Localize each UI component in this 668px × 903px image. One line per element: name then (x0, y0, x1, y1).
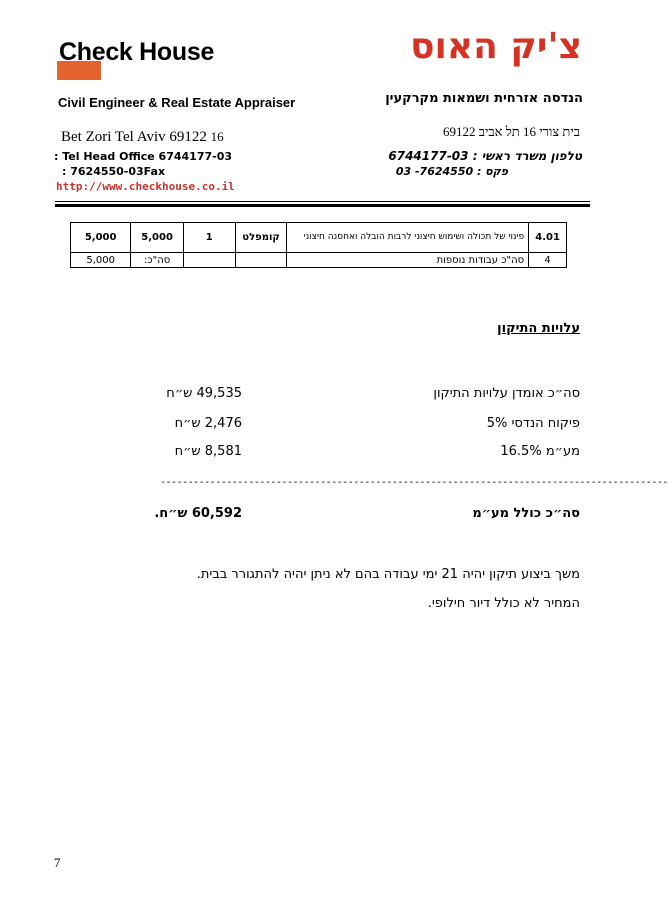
cost-label: מע״מ 16.5% (500, 444, 580, 459)
item-description: פינוי של תכולה ושימוש חיצוני לרבות הובלה ואחסנה חיצוני (287, 223, 529, 253)
item-code: 4.01 (529, 223, 567, 253)
section-title: עלויות התיקון (497, 321, 580, 336)
address-en-text: Bet Zori Tel Aviv 69122 (61, 129, 207, 145)
fax-en: : 7624550-03Fax (62, 165, 166, 178)
cost-amount: 49,535 ש״ח (166, 386, 242, 401)
total-amount: 60,592 ש״ח. (154, 506, 242, 521)
note-excludes: המחיר לא כולל דיור חילופי. (427, 596, 580, 611)
item-total: 5,000 (71, 253, 131, 268)
item-quantity: 1 (183, 223, 235, 253)
address-en-number: 16 (210, 129, 224, 144)
phone-he: טלפון משרד ראשי : 6744177-03 (388, 149, 582, 163)
cost-amount: 8,581 ש״ח (174, 444, 242, 459)
item-unit-price: סה"כ: (131, 253, 184, 268)
separator-line: -------------------------------------------------------------------------------------------- (160, 477, 668, 488)
brand-name-en: Check House (59, 38, 215, 66)
item-quantity (183, 253, 235, 268)
item-unit-price: 5,000 (131, 223, 184, 253)
item-unit: קומפלט (235, 223, 287, 253)
address-he: בית צורי 16 תל אביב 69122 (442, 124, 580, 139)
item-total: 5,000 (71, 223, 131, 253)
table-row (71, 223, 567, 253)
cost-label: סה״כ אומדן עלויות התיקון (433, 386, 580, 401)
note-duration: משך ביצוע תיקון יהיה 21 ימי עבודה בהם לא ניתן יהיה להתגורר בבית. (196, 567, 580, 582)
item-description: סה"כ עבודות נוספות (287, 253, 529, 268)
header-divider-thick (55, 204, 590, 207)
page-number: 7 (54, 855, 61, 870)
phone-en: : Tel Head Office 6744177-03 (54, 150, 233, 163)
items-table (70, 222, 567, 268)
table-row (71, 253, 567, 268)
profession-he: הנדסה אזרחית ושמאות מקרקעין (385, 91, 583, 106)
item-code: 4 (529, 253, 567, 268)
fax-he: פקס : 7624550- 03 (395, 165, 508, 178)
cost-label: פיקוח הנדסי 5% (486, 416, 580, 431)
header-divider-thin (55, 201, 590, 202)
profession-en: Civil Engineer & Real Estate Appraiser (58, 95, 296, 110)
website-link[interactable]: http://www.checkhouse.co.il (56, 180, 235, 193)
address-en (61, 129, 224, 146)
brand-name-he: צ'יק האוס (410, 26, 582, 67)
cost-amount: 2,476 ש״ח (174, 416, 242, 431)
item-unit (235, 253, 287, 268)
total-label: סה״כ כולל מע״מ (472, 506, 580, 521)
